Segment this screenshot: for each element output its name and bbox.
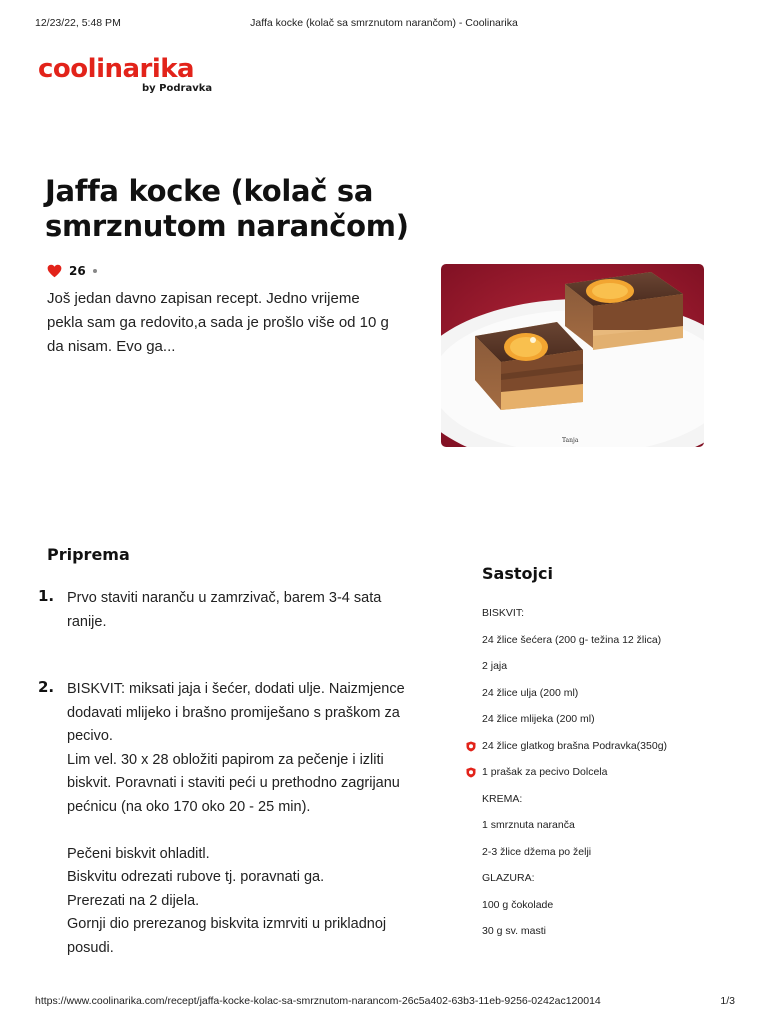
recipe-photo-image: [441, 264, 704, 447]
step-number: 1.: [38, 587, 55, 605]
ingredient-text: 30 g sv. masti: [482, 925, 546, 937]
preparation-step: [38, 678, 408, 978]
photo-signature: Tanja: [562, 437, 579, 444]
ingredient-text: 24 žlice mlijeka (200 ml): [482, 713, 595, 725]
print-header: [0, 17, 768, 31]
print-page-number: 1/3: [720, 995, 735, 1007]
recipe-photo: [441, 264, 704, 447]
ingredient-item: [466, 680, 726, 707]
ingredient-item: [466, 706, 726, 733]
preparation-heading: Priprema: [47, 545, 130, 564]
ingredient-item: [466, 653, 726, 680]
print-url: https://www.coolinarika.com/recept/jaffa-kocke-kolac-sa-smrznutom-narancom-26c5a402-63b3-11eb-9256-0242ac120014: [35, 995, 601, 1007]
preparation-step: [38, 587, 408, 637]
ingredient-text: 1 prašak za pecivo Dolcela: [482, 766, 608, 778]
ingredient-item: [466, 839, 726, 866]
podravka-brand-icon[interactable]: [466, 741, 476, 752]
logo-wordmark: [38, 55, 218, 83]
coolinarika-logo[interactable]: [38, 55, 218, 100]
likes-row: [47, 264, 97, 278]
separator-dot: [93, 269, 97, 273]
logo-byline: by Podravka: [142, 83, 213, 94]
heart-icon[interactable]: [47, 264, 62, 278]
print-datetime: 12/23/22, 5:48 PM: [35, 17, 121, 29]
ingredient-text: 1 smrznuta naranča: [482, 819, 575, 831]
ingredient-item: [466, 786, 726, 813]
step-text: BISKVIT: miksati jaja i šećer, dodati ulje. Naizmjence dodavati mlijeko i brašno promiješano s praškom za pecivo. Lim vel. 30 x 28 obložiti papirom za pečenje i izliti biskvit. Poravnati i staviti peći u prethodno zagrijanu pećnicu (na oko 170 oko 20 - 25 min). Pečeni biskvit ohladitl. Biskvitu odrezati rubove tj. poravnati ga. Prerezati na 2 dijela. Gornji dio prerezanog biskvita izmrviti u prikladnoj posudi.: [67, 681, 405, 956]
ingredient-text: GLAZURA:: [482, 872, 535, 884]
logo-part-cool: cool: [38, 54, 97, 84]
ingredient-text: 2-3 žlice džema po želji: [482, 845, 592, 858]
step-number: 2.: [38, 678, 55, 696]
ingredient-text: 100 g čokolade: [482, 898, 554, 911]
ingredient-item[interactable]: [466, 759, 726, 786]
recipe-title: Jaffa kocke (kolač sa smrznutom narančom): [45, 174, 409, 243]
ingredient-item: [466, 865, 726, 892]
ingredient-text: KREMA:: [482, 792, 523, 805]
ingredients-list: [466, 600, 726, 945]
ingredient-item: [466, 600, 726, 627]
step-text: Prvo staviti naranču u zamrzivač, barem 3-4 sata ranije.: [67, 590, 382, 630]
ingredient-item: [466, 627, 726, 654]
logo-part-inarika: inarika: [96, 54, 195, 84]
ingredient-item: [466, 892, 726, 919]
ingredient-item: [466, 918, 726, 945]
ingredient-text: 24 žlice glatkog brašna Podravka(350g): [482, 739, 668, 752]
ingredient-item: [466, 812, 726, 839]
print-page-title: Jaffa kocke (kolač sa smrznutom narančom) - Coolinarika: [250, 17, 518, 29]
ingredient-text: 2 jaja: [482, 660, 508, 672]
podravka-brand-icon[interactable]: [466, 767, 476, 778]
ingredient-item[interactable]: [466, 733, 726, 760]
ingredient-text: 24 žlice šećera (200 g- težina 12 žlica): [482, 633, 662, 646]
ingredient-text: BISKVIT:: [482, 607, 525, 619]
likes-count: 26: [69, 264, 86, 278]
ingredient-text: 24 žlice ulja (200 ml): [482, 686, 579, 699]
ingredients-heading: Sastojci: [482, 564, 553, 583]
recipe-intro: Još jedan davno zapisan recept. Jedno vrijeme pekla sam ga redovito,a sada je prošlo više od 10 g da nisam. Evo ga...: [47, 290, 389, 355]
print-footer: [0, 995, 768, 1009]
